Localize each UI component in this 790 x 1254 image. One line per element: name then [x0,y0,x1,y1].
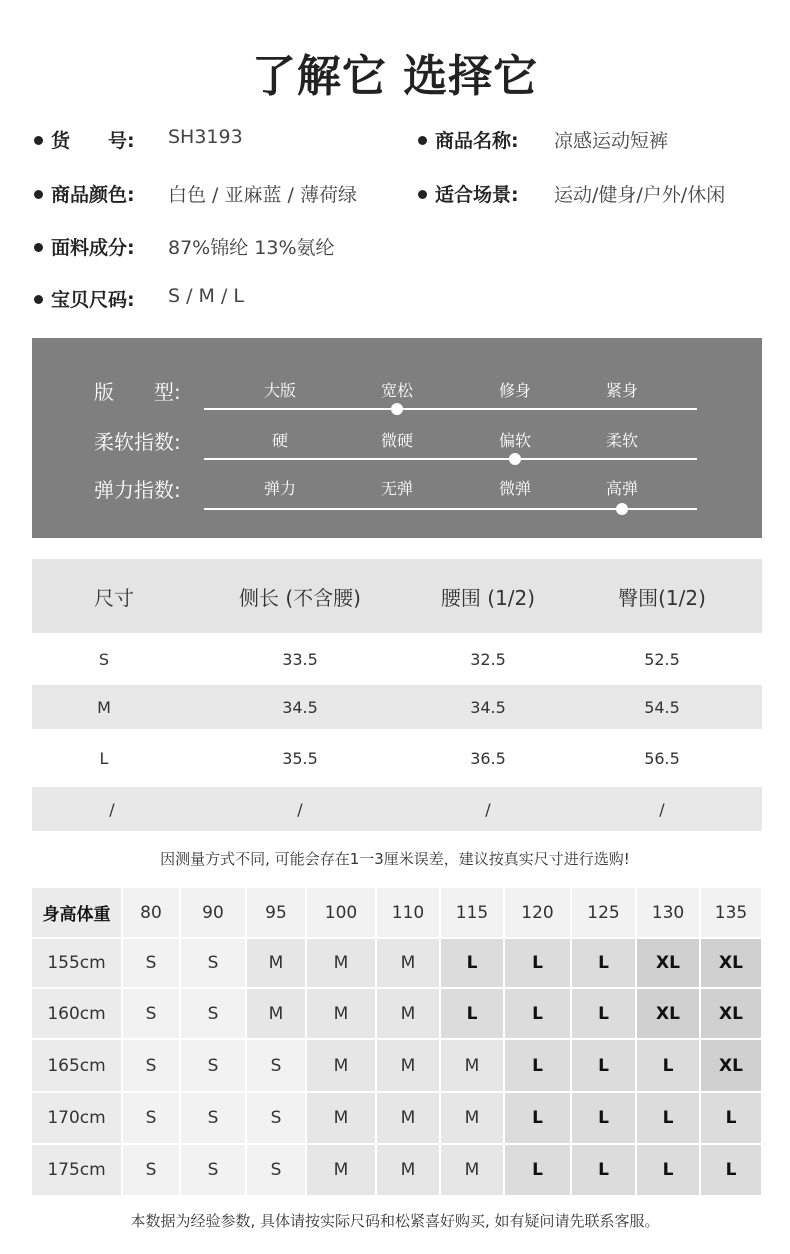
size-cell: M [441,1040,503,1091]
size-cell: M [377,1145,439,1195]
size-cell: S [247,1093,305,1143]
size-cell: XL [701,1040,761,1091]
size-cell: M [377,1040,439,1091]
fit-option: 大版 [263,381,297,400]
table-cell: L [99,748,109,768]
info-sizes [34,285,244,312]
size-cell: S [123,989,179,1038]
weight-header-cell: 130 [637,888,699,937]
info-label: 货 号: [51,130,135,152]
fit-option: 微硬 [380,431,414,450]
info-fabric [34,233,335,260]
table-row [32,633,762,685]
table-cell: / [297,799,303,819]
info-item-no [34,126,243,153]
info-value: S / M / L [168,285,244,307]
table-cell: 56.5 [644,748,680,768]
table-cell: S [98,649,110,669]
table-header-cell: 尺寸 [94,585,134,610]
table-row [32,729,762,787]
bullet-icon [34,190,43,199]
fit-option: 宽松 [380,381,414,400]
fit-marker-dot [509,453,521,465]
size-cell: L [441,939,503,987]
table-cell: 34.5 [470,697,506,717]
size-cell: L [572,1145,635,1195]
size-cell: M [441,1145,503,1195]
size-cell: L [637,1145,699,1195]
size-cell: S [123,1093,179,1143]
info-colors [34,180,357,207]
table-cell: / [659,799,665,819]
bullet-icon [418,190,427,199]
fit-option: 紧身 [605,381,639,400]
table-cell: 36.5 [470,748,506,768]
fit-scale-line [204,408,697,410]
size-cell: M [307,1040,375,1091]
size-cell: XL [637,989,699,1038]
height-header-cell: 170cm [32,1093,121,1143]
fit-option: 硬 [271,431,289,450]
size-cell: S [181,989,245,1038]
size-cell: L [572,939,635,987]
size-cell: L [701,1145,761,1195]
disclaimer-note: 本数据为经验参数, 具体请按实际尺码和松紧喜好购买, 如有疑问请先联系客服。 [130,1212,660,1230]
info-value: 运动/健身/户外/休闲 [554,184,726,206]
size-cell: M [307,989,375,1038]
info-label: 适合场景: [435,184,519,206]
weight-header-cell: 100 [307,888,375,937]
size-cell: L [505,989,570,1038]
info-value: 87%锦纶 13%氨纶 [168,237,335,259]
size-cell: XL [637,939,699,987]
size-cell: L [505,1093,570,1143]
fit-option: 高弹 [605,479,639,498]
fit-marker-dot [616,503,628,515]
measurement-note: 因测量方式不同, 可能会存在1一3厘米误差，建议按真实尺寸进行选购! [160,850,630,868]
size-cell: S [181,1145,245,1195]
size-cell: XL [701,939,761,987]
table-header-row [32,559,762,633]
size-cell: M [441,1093,503,1143]
table-corner-cell: 身高体重 [32,888,121,937]
fit-row-label: 版 型: [94,380,181,404]
table-cell: 34.5 [282,697,318,717]
info-value: SH3193 [168,126,243,148]
table-row [32,787,762,831]
size-cell: M [247,989,305,1038]
weight-header-cell: 135 [701,888,761,937]
info-value: 白色 / 亚麻蓝 / 薄荷绿 [168,184,357,206]
bullet-icon [34,243,43,252]
size-cell: S [181,939,245,987]
table-header-cell: 腰围 (1/2) [440,585,536,610]
table-cell: M [97,697,111,717]
info-label: 宝贝尺码: [51,289,135,311]
weight-header-cell: 90 [181,888,245,937]
size-recommendation-table [32,888,762,1196]
weight-header-cell: 115 [441,888,503,937]
size-cell: S [123,1145,179,1195]
size-cell: M [377,939,439,987]
size-cell: M [377,1093,439,1143]
table-cell: 35.5 [282,748,318,768]
fit-option: 弹力 [263,479,297,498]
size-cell: S [123,939,179,987]
info-label: 面料成分: [51,237,135,259]
fit-index-panel [32,338,762,538]
table-cell: / [485,799,491,819]
height-header-cell: 155cm [32,939,121,987]
table-cell: 54.5 [644,697,680,717]
weight-header-cell: 125 [572,888,635,937]
fit-marker-dot [391,403,403,415]
size-cell: XL [701,989,761,1038]
size-cell: L [637,1040,699,1091]
size-cell: S [181,1093,245,1143]
info-value: 凉感运动短裤 [554,130,669,152]
info-scene [418,180,726,207]
table-header-cell: 侧长 (不含腰) [239,585,361,610]
weight-header-cell: 120 [505,888,570,937]
size-cell: M [307,1093,375,1143]
size-cell: L [505,1040,570,1091]
table-header-cell: 臀围(1/2) [618,585,706,610]
size-cell: L [505,939,570,987]
height-header-cell: 165cm [32,1040,121,1091]
bullet-icon [418,136,427,145]
weight-header-cell: 110 [377,888,439,937]
size-cell: L [572,1093,635,1143]
size-cell: M [307,1145,375,1195]
fit-option: 微弹 [498,479,532,498]
table-row [32,685,762,729]
size-cell: L [701,1093,761,1143]
height-header-cell: 160cm [32,989,121,1038]
table-cell: 52.5 [644,649,680,669]
info-product-name [418,126,669,153]
page-title: 了解它 选择它 [251,51,539,102]
bullet-icon [34,136,43,145]
weight-header-cell: 80 [123,888,179,937]
size-cell: M [247,939,305,987]
size-cell: S [123,1040,179,1091]
height-header-cell: 175cm [32,1145,121,1195]
fit-row-label: 柔软指数: [94,430,181,454]
size-cell: L [572,1040,635,1091]
fit-option: 无弹 [380,479,414,498]
size-cell: L [505,1145,570,1195]
fit-option: 偏软 [498,431,532,450]
size-cell: L [441,989,503,1038]
size-cell: L [637,1093,699,1143]
info-label: 商品名称: [435,130,519,152]
size-cell: S [247,1040,305,1091]
fit-scale-line [204,458,697,460]
table-cell: 32.5 [470,649,506,669]
info-label: 商品颜色: [51,184,135,206]
fit-row-label: 弹力指数: [94,478,181,502]
table-cell: / [109,799,115,819]
table-cell: 33.5 [282,649,318,669]
size-cell: L [572,989,635,1038]
fit-option: 修身 [498,381,532,400]
weight-header-cell: 95 [247,888,305,937]
size-cell: M [377,989,439,1038]
bullet-icon [34,295,43,304]
size-cell: S [247,1145,305,1195]
size-cell: S [181,1040,245,1091]
fit-option: 柔软 [605,431,639,450]
size-cell: M [307,939,375,987]
